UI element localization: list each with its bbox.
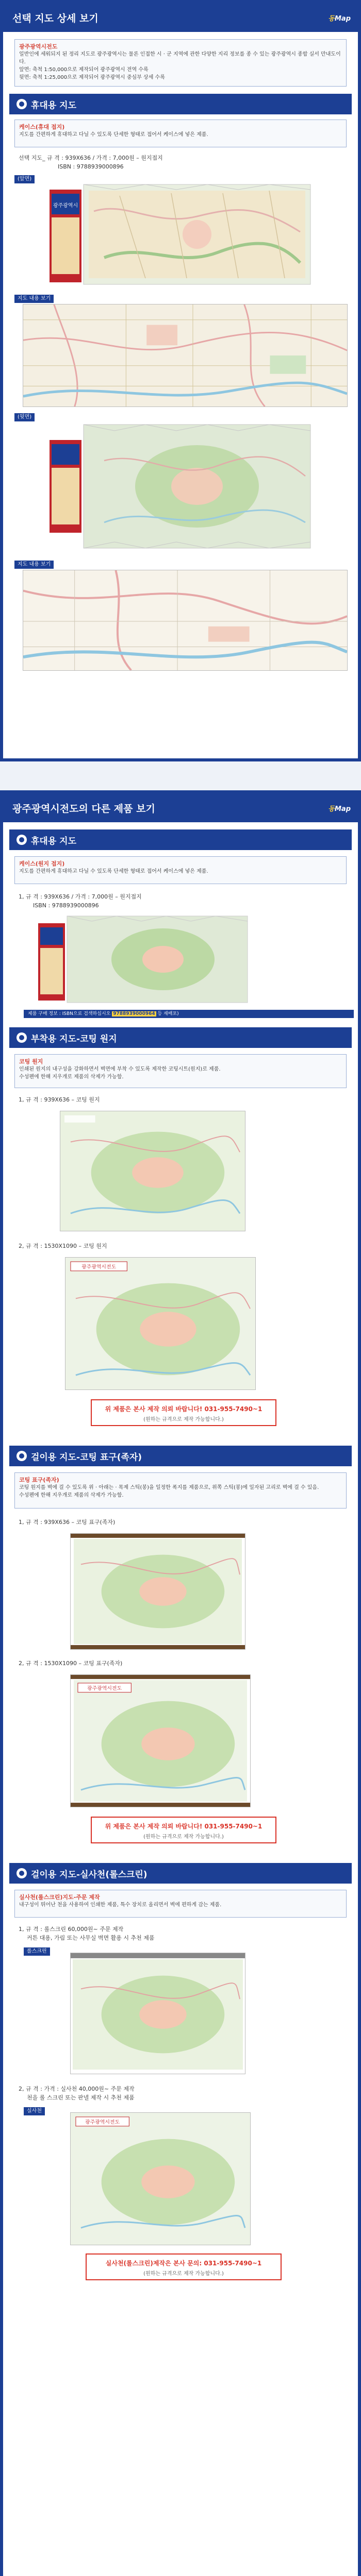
s3-map-title: 광주광역시전도 [87, 1685, 122, 1691]
detail-title: 선택 지도 상세 보기 [12, 12, 99, 24]
s3-description: 코팅 표구(족자) 코팅 원지를 벽에 걸 수 있도록 위 · 아래는 · 목제 스틱(봉)을 일정한 폭지를 제품으로, 위쪽 스틱(봉)에 일자된 고리로 벽에 걸 수 있음. 수성펜에 한해 지우개로 제품의 삭제가 가능함. [14, 1472, 347, 1509]
other-header [3, 793, 358, 822]
tag-front: (앞면) [14, 175, 35, 183]
tag-back: (뒷면) [14, 413, 35, 421]
map-inside-image-2 [23, 570, 348, 671]
other-title: 광주광역시전도의 다른 제품 보기 [12, 803, 155, 815]
s4-spec-2: 2, 규 격 : 가격 : 실사천 40,000원~ 주문 제작 천을 롤 스크린 또는 판넬 제작 시 추천 제품 [19, 2086, 135, 2101]
s2-spec-1: 1, 규 격 : 939X636 – 코팅 원지 [19, 1096, 100, 1103]
brand-logo: 동Map [328, 14, 351, 23]
s2-notice: 위 제품은 본사 제작 의뢰 바랍니다! 031-955-7490~1 (원하는 규격으로 제작 가능합니다.) [91, 1399, 276, 1426]
s4-rollscreen-image [70, 1953, 245, 2074]
s4-silsachun-image [70, 2112, 251, 2245]
s1-isbn-bar: 제품 구매 정보 : ISBN으로 검색하십시오 9788939000964 등 재배포) [24, 1010, 354, 1018]
s4-notice: 실사천(롤스크린)제작은 본사 문의: 031-955-7490~1 (원하는 규격으로 제작 가능합니다.) [86, 2253, 282, 2280]
s3-spec-2: 2, 규 격 : 1530X1090 – 코팅 표구(족자) [19, 1660, 123, 1667]
description-line: 뒷면: 축척 1:25,000으로 제작되어 광주광역시 중심부 상세 수록 [19, 75, 165, 80]
section-rollscreen-map: 걸이용 지도-실사천(롤스크린) [9, 1863, 352, 1884]
s3-spec-1: 1, 규 격 : 939X636 – 코팅 표구(족자) [19, 1519, 116, 1526]
description-title: 광주광역시전도 [19, 43, 58, 50]
s2-map-title: 광주광역시전도 [81, 1264, 117, 1270]
s3-map-image-1 [70, 1533, 245, 1650]
bullet-icon [17, 1451, 27, 1461]
section-portable-map: 휴대용 지도 [9, 829, 352, 850]
s2-map-image-2 [65, 1257, 256, 1390]
bullet-icon [17, 835, 27, 845]
s4-description: 실사천(롤스크린)지도-주문 제작 내구성이 뛰어난 천을 사용하여 인쇄한 제품, 특수 장치로 올리면서 벽에 편하게 감는 제품. [14, 1890, 347, 1918]
brand-logo-2: 동Map [328, 805, 351, 813]
other-products-panel [0, 790, 361, 2576]
detail-header [3, 3, 358, 32]
section-portable: 휴대용 지도 [9, 94, 352, 114]
tag-inside: 지도 내용 보기 [14, 295, 54, 303]
cover-title: 광주광역시 [53, 203, 78, 209]
s4-spec-1: 1, 규 격 : 롤스크린 60,000원~ 주문 제작 커튼 대용, 가림 또는 사무실 벽면 활용 시 추천 제품 [19, 1926, 155, 1941]
description-line: 일반인에 세워되지 된 정리 지도로 광주광역시는 물론 인접한 시 · 군 지역에 관한 다양한 지리 정보를 종 수 있는 광주광역시 종합 실서 만내도이다. [19, 52, 341, 65]
s2-spec-2: 2, 규 격 : 1530X1090 – 코팅 원지 [19, 1243, 107, 1249]
section-hanging-map: 걸이용 지도-코팅 표구(족자) [9, 1446, 352, 1466]
tag-silsachun: 실사천 [24, 2107, 45, 2115]
s1-description: 케이스(원지 접지) 지도를 간편하게 휴대하고 다닐 수 있도록 단세한 형태로 접어서 케이스에 넣은 제품. [14, 856, 347, 884]
s2-map-image-1 [60, 1111, 245, 1231]
s1-spec: 1, 규 격 : 939X636 / 가격 : 7,000원 – 원지접지 ISBN : 9788939000896 [19, 893, 142, 909]
map-inside-image [23, 304, 348, 407]
product-spec: 선택 지도_ 규 격 : 939X636 / 가격 : 7,000원 – 원지접지 ISBN : 9788939000896 [19, 155, 163, 170]
s2-description: 코팅 원지 인쇄된 원지의 내구성을 강화하면서 벽면에 부착 수 있도록 제작한 코팅시트(원지)로 제품. 수성펜에 한해 지우개로 제품의 삭제가 가능함. [14, 1054, 347, 1088]
tag-inside-2: 지도 내용 보기 [14, 561, 54, 569]
folded-map-back-image [42, 419, 316, 553]
s3-notice: 위 제품은 본사 제작 의뢰 바랍니다! 031-955-7490~1 (원하는 규격으로 제작 가능합니다.) [91, 1817, 276, 1843]
s3-map-image-2 [70, 1674, 251, 1807]
tag-rollscreen: 롤스크린 [24, 1947, 50, 1956]
product-description [14, 39, 347, 87]
description-line: 앞면: 축척 1:50,000으로 제작되어 광주광역시 전역 수록 [19, 67, 149, 73]
s1-folded-map-image [34, 913, 251, 1006]
detail-panel [0, 0, 361, 761]
case-description: 케이스(휴대 접지) 지도를 간편하게 휴대하고 다닐 수 있도록 단세한 형태로 접어서 케이스에 넣은 제품. [14, 120, 347, 147]
section-coated-map: 부착용 지도-코팅 원지 [9, 1027, 352, 1048]
bullet-icon [17, 99, 27, 109]
folded-map-front-image [42, 180, 316, 289]
bullet-icon [17, 1868, 27, 1878]
s4-map-title: 광주광역시전도 [85, 2119, 120, 2125]
bullet-icon [17, 1032, 27, 1043]
